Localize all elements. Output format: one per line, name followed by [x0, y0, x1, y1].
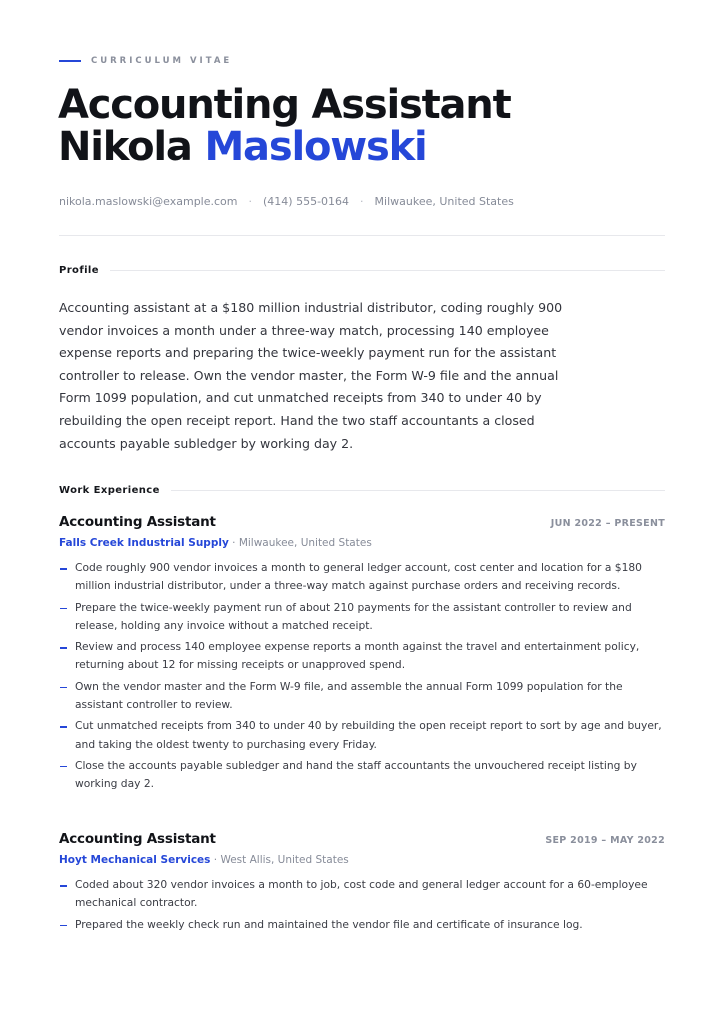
kicker-accent-line [59, 60, 81, 62]
job-company-line [59, 537, 372, 549]
kicker-text: CURRICULUM VITAE [91, 56, 233, 66]
dash-bullet-icon [60, 885, 67, 887]
job-bullet-list [59, 876, 665, 937]
experience-section-heading [59, 485, 665, 496]
bullet-text: Review and process 140 employee expense reports a month against the travel and entertainment policy, returning about 12 for missing receipts or unapproved spend. [75, 640, 640, 672]
bullet-text: Cut unmatched receipts from 340 to under 40 by rebuilding the open receipt report to sort by age and buyer, and taking the oldest twenty to purchasing every Friday. [75, 719, 662, 751]
contact-phone[interactable]: (414) 555-0164 [263, 195, 350, 208]
list-item [59, 876, 665, 913]
dash-bullet-icon [60, 726, 67, 728]
dash-bullet-icon [60, 647, 67, 649]
list-item [59, 757, 665, 794]
list-item [59, 559, 665, 596]
bullet-text: Prepare the twice-weekly payment run of about 210 payments for the assistant controller to review and release, holding any invoice without a matched receipt. [75, 600, 632, 632]
job-header [59, 831, 665, 847]
last-name: Maslowski [204, 124, 427, 170]
job-company-line [59, 854, 349, 866]
section-divider [171, 490, 665, 491]
job-header [59, 514, 665, 530]
dash-bullet-icon [60, 766, 67, 768]
header-divider [59, 235, 665, 236]
first-name: Nikola [58, 124, 192, 170]
dash-bullet-icon [60, 925, 67, 927]
company-name: Hoyt Mechanical Services [59, 854, 211, 866]
job-title-heading: Accounting Assistant [58, 82, 511, 128]
dash-bullet-icon [60, 687, 67, 689]
list-item [59, 717, 665, 754]
bullet-text: Code roughly 900 vendor invoices a month to general ledger account, cost center and location for a $180 million industrial distributor, under a three-way match against purchase orders and receiving records. [75, 561, 642, 593]
profile-summary: Accounting assistant at a $180 million industrial distributor, coding roughly 900 vendor invoices a month under a three-way match, processing 140 employee expense reports and preparing the twice-weekly payment run for the assistant controller to release. Own the vendor master, the Form W-9 file and the annual Form 1099 population, and cut unmatched receipts from 340 to under 40 by rebuilding the open receipt report. Hand the two staff accountants a closed accounts payable subledger by working day 2. [59, 300, 563, 451]
list-item [59, 678, 665, 715]
profile-heading: Profile [59, 265, 99, 276]
contact-line [59, 195, 514, 208]
section-divider [110, 270, 665, 271]
company-name: Falls Creek Industrial Supply [59, 537, 229, 549]
job-title: Accounting Assistant [59, 514, 216, 530]
bullet-text: Prepared the weekly check run and maintained the vendor file and certificate of insurance log. [75, 917, 583, 931]
job-dates: SEP 2019 – MAY 2022 [545, 835, 665, 846]
list-item [59, 638, 665, 675]
separator-dot: · [248, 195, 252, 208]
dash-bullet-icon [60, 608, 67, 610]
bullet-text: Coded about 320 vendor invoices a month to job, cost code and general ledger account for a 60-employee mechanical contractor. [75, 878, 648, 910]
candidate-name [58, 126, 511, 168]
bullet-text: Close the accounts payable subledger and hand the staff accountants the unvouchered receipt listing by working day 2. [75, 758, 637, 791]
list-item [59, 916, 665, 934]
job-bullet-list [59, 559, 665, 797]
name-heading [58, 84, 511, 168]
experience-heading: Work Experience [59, 485, 160, 496]
contact-location: Milwaukee, United States [374, 195, 514, 208]
dash-bullet-icon [60, 568, 67, 570]
job-title: Accounting Assistant [59, 831, 216, 847]
profile-section-heading [59, 265, 665, 276]
document-kicker [59, 56, 232, 66]
list-item [59, 599, 665, 636]
contact-email[interactable]: nikola.maslowski@example.com [59, 195, 238, 208]
company-location: · Milwaukee, United States [232, 537, 372, 549]
bullet-text: Own the vendor master and the Form W-9 file, and assemble the annual Form 1099 population for the assistant controller to review. [75, 679, 623, 712]
job-dates: JUN 2022 – PRESENT [550, 518, 665, 529]
separator-dot: · [360, 195, 364, 208]
company-location: · West Allis, United States [213, 854, 349, 866]
